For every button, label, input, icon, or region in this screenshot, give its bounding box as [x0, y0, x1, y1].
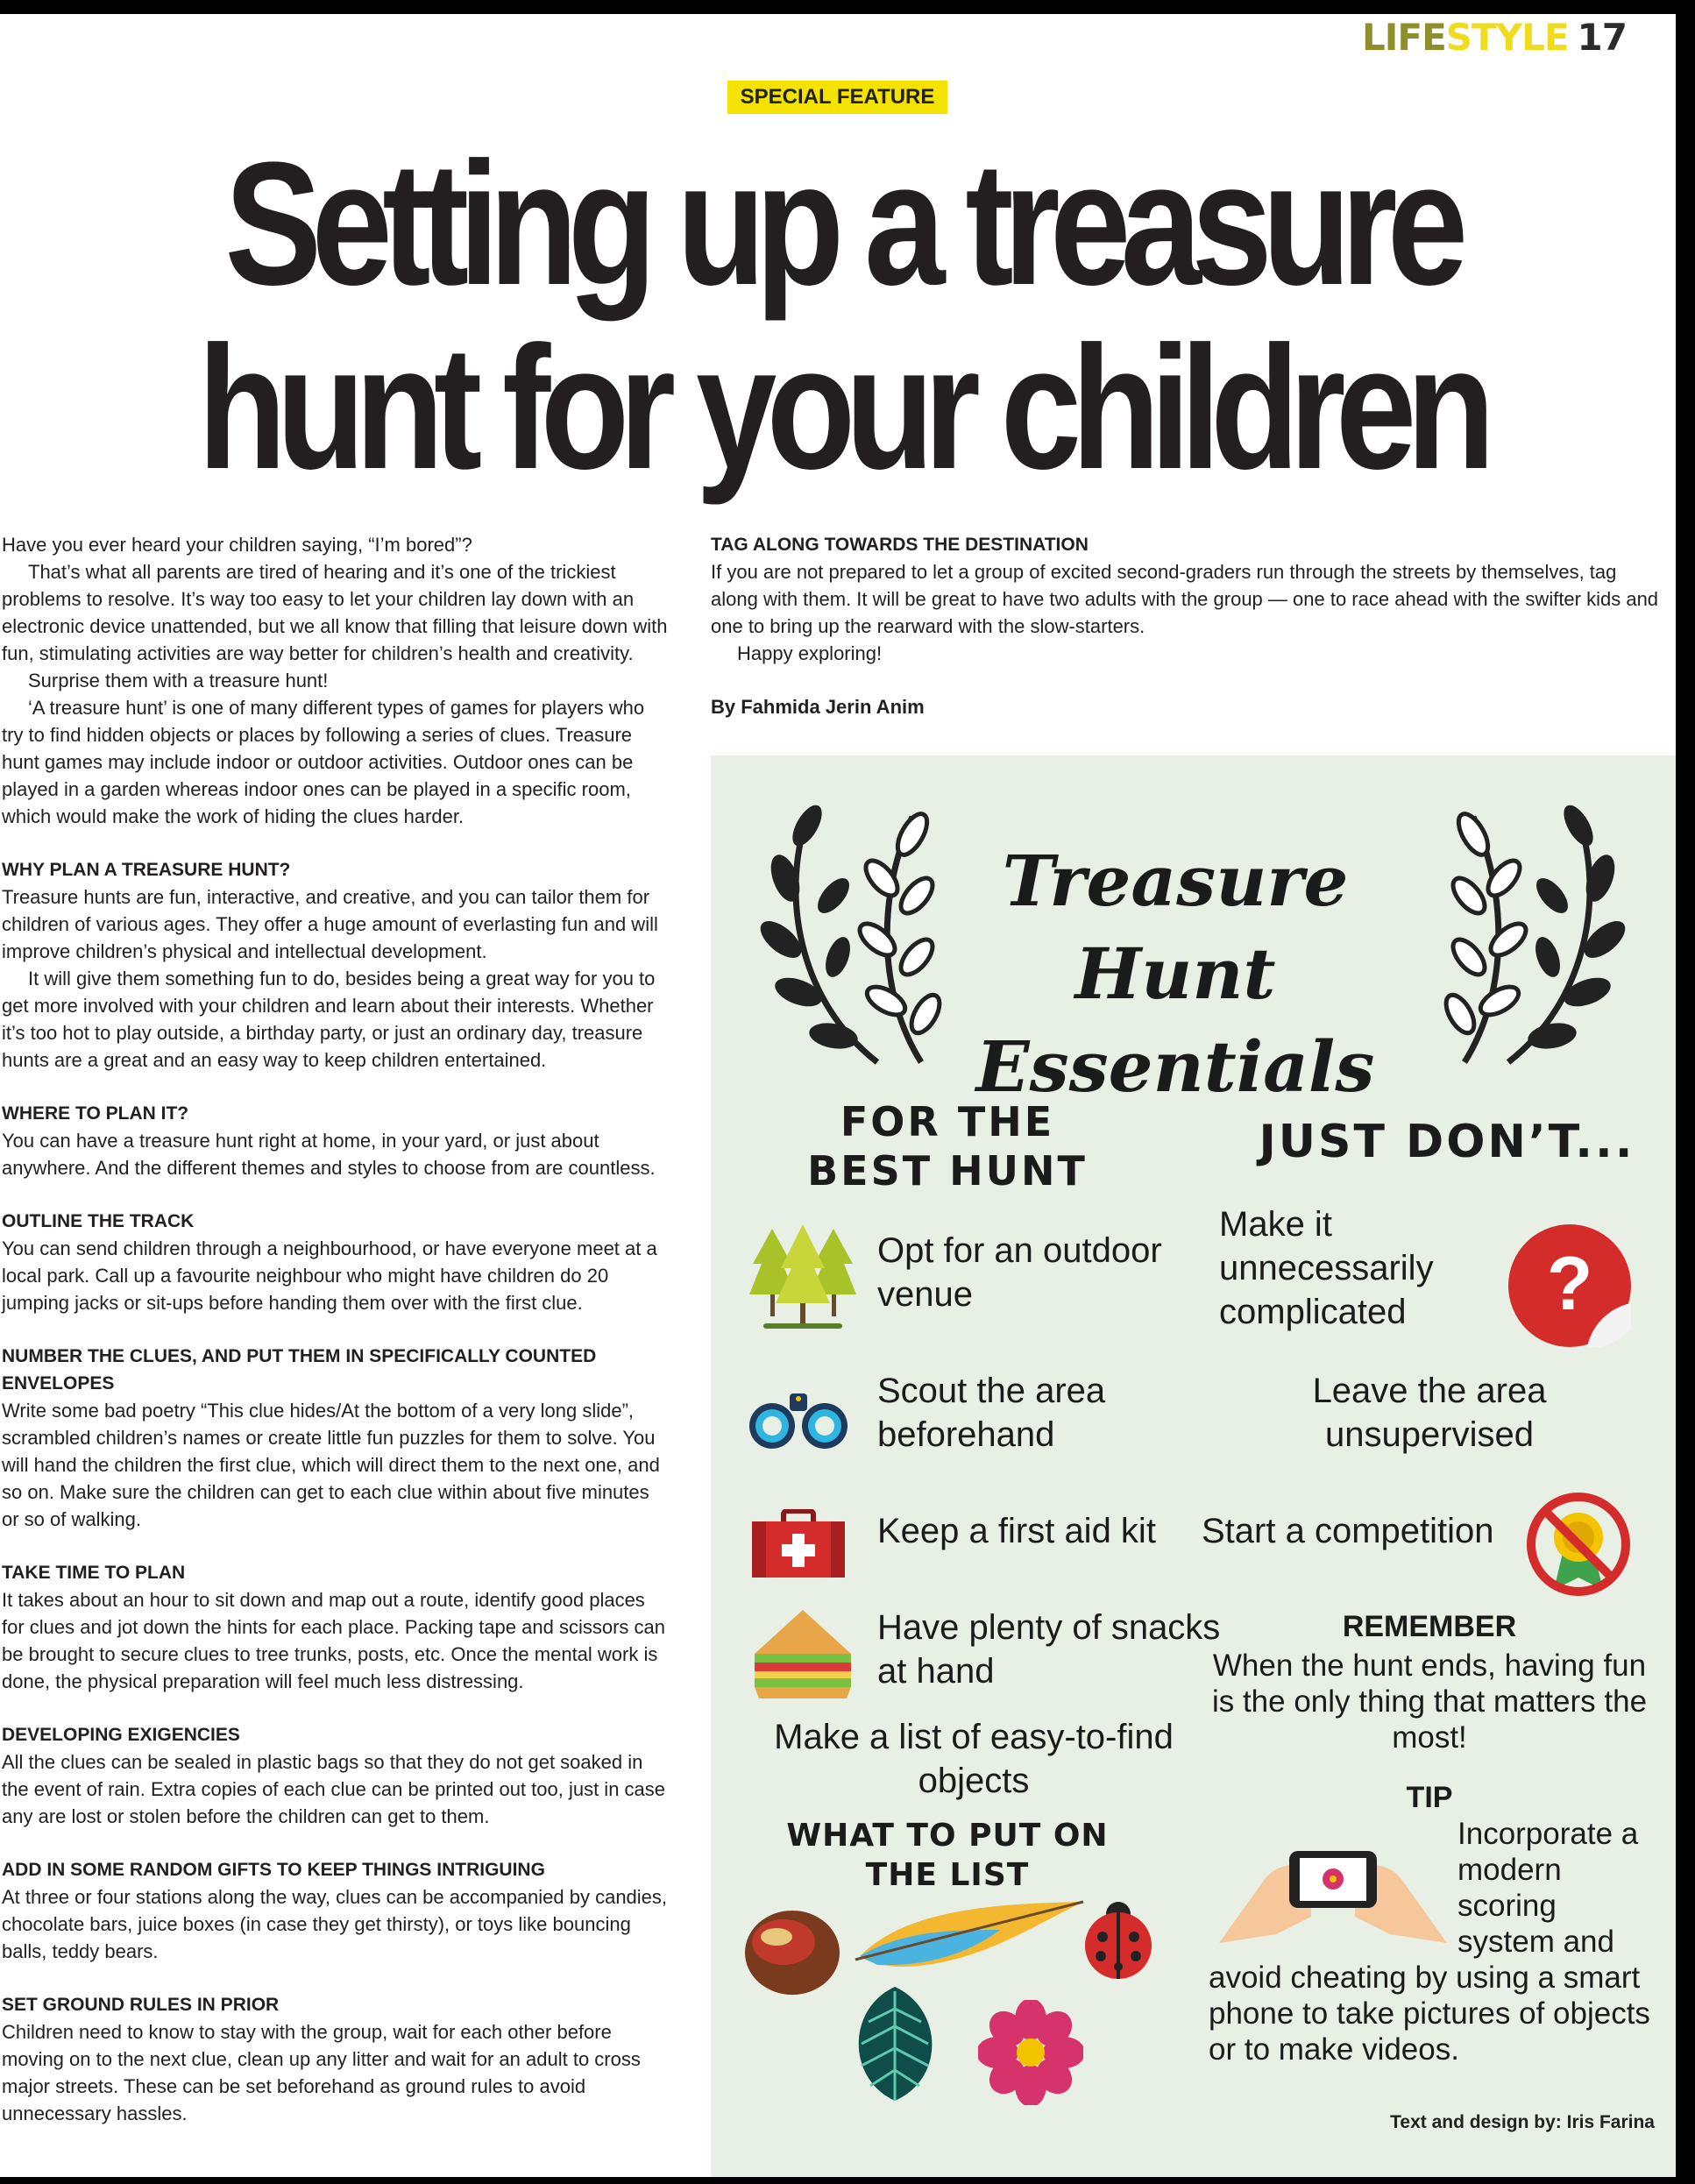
dont-item-unsupervised: Leave the area unsupervised [1312, 1372, 1547, 1454]
section-heading: DEVELOPING EXIGENCIES [2, 1725, 240, 1745]
remember-text: When the hunt ends, having fun is the only thing that matters the most! [1211, 1649, 1648, 1755]
section-heading: NUMBER THE CLUES, AND PUT THEM IN SPECIFICALLY COUNTED ENVELOPES [2, 1346, 597, 1393]
chestnut-icon [741, 1904, 847, 2000]
title-line-1: Treasure Hunt [1002, 840, 1349, 1015]
feather-icon [851, 1895, 1088, 1974]
article-paragraph: At three or four stations along the way, clues can be accompanied by candies, chocolate bars, juice boxes (in case they get thirsty), or toys like bouncing balls, teddy bears. [2, 1886, 668, 1962]
article-paragraph: Write some bad poetry “This clue hides/At the bottom of a very long slide”, scrambled children’s names or create little fun puzzles for them to solve. You will hand the children the first clue, which will direct them to the next one, and so on. Make sure the children can get to each clue within about five minutes or so of walking. [2, 1400, 660, 1530]
ladybug-icon [1074, 1895, 1162, 1982]
best-item-scout: Scout the area beforehand [877, 1372, 1106, 1454]
list-heading: WHAT TO PUT ON THE LIST [786, 1818, 1109, 1893]
svg-text:?: ? [1546, 1242, 1593, 1326]
section-masthead [1362, 16, 1627, 59]
flower-icon [978, 2000, 1083, 2105]
article-paragraph: Surprise them with a treasure hunt! [28, 670, 329, 691]
newspaper-page [0, 14, 1676, 2177]
question-mark-icon [1504, 1220, 1635, 1351]
article-paragraph: You can have a treasure hunt right at home, in your yard, or just about anywhere. And the different themes and styles to choose from are countless. [2, 1130, 656, 1179]
page-headline: Setting up a treasure hunt for your children [197, 126, 1486, 506]
section-heading-tag-along: TAG ALONG TOWARDS THE DESTINATION [711, 535, 1089, 555]
remember-heading: REMEMBER [1342, 1610, 1517, 1643]
section-heading: WHERE TO PLAN IT? [2, 1103, 189, 1124]
section-heading: ADD IN SOME RANDOM GIFTS TO KEEP THINGS INTRIGUING [2, 1860, 545, 1880]
masthead-style: STYLE [1445, 16, 1569, 59]
article-paragraph: All the clues can be sealed in plastic bags so that they do not get soaked in the event of rain. Extra copies of each clue can be printed out too, just in case any are lost or stolen before the children can get to them. [2, 1751, 666, 1827]
section-heading: WHY PLAN A TREASURE HUNT? [2, 860, 291, 880]
best-hunt-heading: FOR THE BEST HUNT [807, 1098, 1088, 1195]
infographic-panel [711, 755, 1676, 2177]
special-feature-kicker: SPECIAL FEATURE [727, 81, 947, 114]
binoculars-icon [746, 1386, 851, 1457]
dont-item-competition: Start a competition [1202, 1512, 1494, 1550]
no-prize-icon [1526, 1492, 1631, 1597]
title-line-2: Essentials [975, 1025, 1375, 1108]
best-item-outdoor: Opt for an outdoor venue [877, 1231, 1162, 1314]
section-heading: OUTLINE THE TRACK [2, 1211, 195, 1231]
article-right-column [711, 531, 1666, 720]
design-credit: Text and design by: Iris Farina [1390, 2112, 1655, 2132]
article-paragraph: You can send children through a neighbourhood, or have everyone meet at a local park. Call up a favourite neighbour who might have children do 20 jumping jacks or sit-ups before handing them over with the first clue. [2, 1237, 657, 1314]
best-item-snacks: Have plenty of snacks at hand [877, 1608, 1221, 1691]
masthead-life: LIFE [1362, 16, 1446, 59]
first-aid-kit-icon [750, 1509, 847, 1579]
dont-item-complicated: Make it unnecessarily complicated [1219, 1205, 1434, 1331]
article-paragraph: If you are not prepared to let a group of excited second-graders run through the streets by themselves, tag along with them. It will be great to have two adults with the group — one to race ahead with the swifter kids and one to bring up the rearward with the slow-starters. [711, 561, 1659, 637]
right-laurel-icon [1438, 799, 1640, 1080]
byline: By Fahmida Jerin Anim [711, 696, 925, 718]
article-paragraph: That’s what all parents are tired of hearing and it’s one of the trickiest problems to resolve. It’s way too easy to let your children lay down with an electronic device unattended, but we all know that filling that leisure down with fun, stimulating activities are way better for children’s health and creativity. [2, 561, 668, 664]
trees-icon [746, 1220, 860, 1334]
section-heading: TAKE TIME TO PLAN [2, 1563, 186, 1583]
best-item-first-aid: Keep a first aid kit [877, 1512, 1156, 1550]
article-paragraph: It will give them something fun to do, besides being a great way for you to get more involved with your children and learn about their interests. Whether it’s too hot to play outside, a birthday party, or just an ordinary day, treasure hunts are a great and an easy way to keep children entertained. [2, 968, 656, 1071]
article-left-column [2, 531, 670, 2127]
article-paragraph: ‘A treasure hunt’ is one of many different types of games for players who try to find hidden objects or places by following a series of clues. Treasure hunt games may include indoor or outdoor activities. Outdoor ones can be played in a garden whereas indoor ones can be played in a specific room, which would make the work of hiding the clues harder. [2, 697, 645, 827]
dont-heading: JUST DON’T... [1259, 1116, 1635, 1168]
infographic-title [912, 834, 1438, 1113]
article-paragraph: Treasure hunts are fun, interactive, and creative, and you can tailor them for children of various ages. They offer a huge amount of everlasting fun and will improve children’s physical and intellectual development. [2, 886, 658, 962]
article-paragraph: Have you ever heard your children saying, “I’m bored”? [2, 534, 472, 556]
section-heading: SET GROUND RULES IN PRIOR [2, 1995, 280, 2015]
closing-line: Happy exploring! [737, 642, 883, 664]
tip-text-a: Incorporate a modern scoring system and [1457, 1817, 1639, 1959]
sandwich-icon [750, 1606, 855, 1702]
smartphone-hands-icon [1215, 1829, 1451, 1952]
article-paragraph: Children need to know to stay with the group, wait for each other before moving on to the next clue, clean up any litter and wait for an adult to cross major streets. These can be set beforehand as ground rules to avoid unnecessary hassles. [2, 2021, 641, 2124]
tropical-leaf-icon [842, 1982, 947, 2105]
best-item-list: Make a list of easy-to-find objects [774, 1718, 1174, 1800]
tip-text-b: avoid cheating by using a smart phone to take pictures of objects or to make videos. [1209, 1961, 1650, 2067]
article-paragraph: It takes about an hour to sit down and map out a route, identify good places for clues and jot down the hints for each place. Packing tape and scissors can be brought to secure clues to tree trunks, posts, etc. Once the mental work is done, the physical preparation will feel much less distressing. [2, 1589, 665, 1692]
page-number: 17 [1577, 16, 1627, 59]
tip-heading: TIP [1406, 1781, 1453, 1814]
